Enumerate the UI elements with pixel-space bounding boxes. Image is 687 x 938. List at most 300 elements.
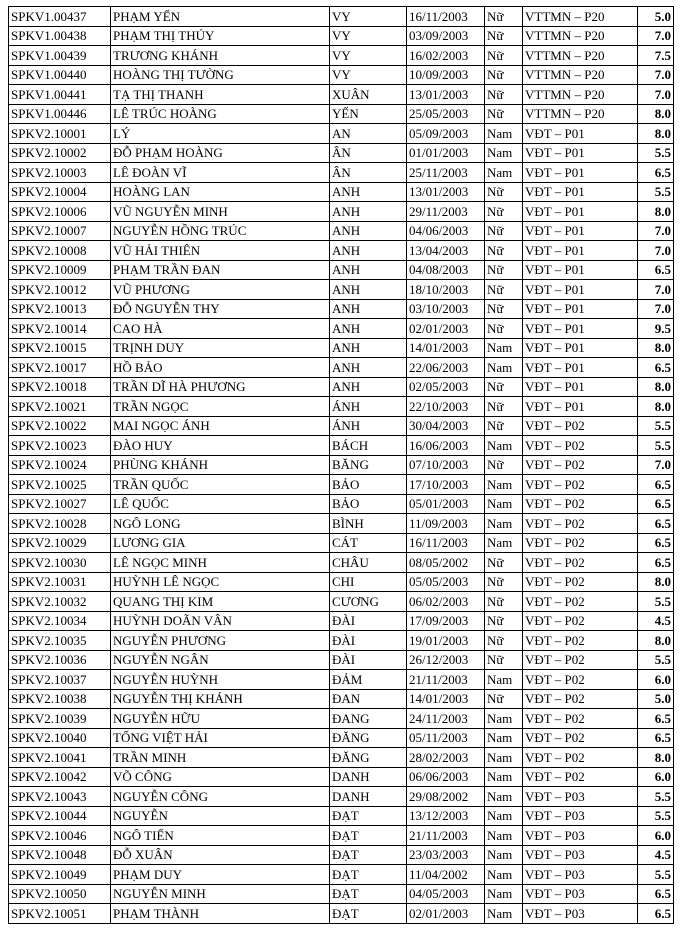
student-id-cell: SPKV2.10027 xyxy=(9,494,111,514)
table-row xyxy=(9,338,674,358)
table-row xyxy=(9,650,674,670)
gender-cell: Nam xyxy=(485,748,523,768)
given-name-cell: ANH xyxy=(330,221,407,241)
given-name-cell: ĐẠT xyxy=(330,845,407,865)
given-name-cell: ĐẢM xyxy=(330,670,407,690)
table-row xyxy=(9,572,674,592)
score-cell: 7.0 xyxy=(638,221,674,241)
gender-cell: Nam xyxy=(485,514,523,534)
given-name-cell: VY xyxy=(330,46,407,66)
score-cell: 6.5 xyxy=(638,260,674,280)
gender-cell: Nữ xyxy=(485,611,523,631)
family-name-cell: HUỲNH LÊ NGỌC xyxy=(111,572,330,592)
birth-date-cell: 01/01/2003 xyxy=(407,143,485,163)
student-id-cell: SPKV2.10015 xyxy=(9,338,111,358)
table-row xyxy=(9,182,674,202)
birth-date-cell: 16/02/2003 xyxy=(407,46,485,66)
birth-date-cell: 02/05/2003 xyxy=(407,377,485,397)
gender-cell: Nữ xyxy=(485,397,523,417)
room-cell: VĐT – P02 xyxy=(523,572,638,592)
birth-date-cell: 22/10/2003 xyxy=(407,397,485,417)
table-row xyxy=(9,884,674,904)
family-name-cell: ĐỖ NGUYỄN THY xyxy=(111,299,330,319)
family-name-cell: TẠ THỊ THANH xyxy=(111,85,330,105)
table-row xyxy=(9,494,674,514)
room-cell: VĐT – P02 xyxy=(523,611,638,631)
student-id-cell: SPKV2.10003 xyxy=(9,163,111,183)
score-cell: 7.0 xyxy=(638,26,674,46)
table-row xyxy=(9,806,674,826)
room-cell: VĐT – P01 xyxy=(523,260,638,280)
family-name-cell: LƯƠNG GIA xyxy=(111,533,330,553)
birth-date-cell: 28/02/2003 xyxy=(407,748,485,768)
birth-date-cell: 19/01/2003 xyxy=(407,631,485,651)
score-cell: 8.0 xyxy=(638,631,674,651)
family-name-cell: NGUYỄN HỒNG TRÚC xyxy=(111,221,330,241)
given-name-cell: CƯƠNG xyxy=(330,592,407,612)
birth-date-cell: 14/01/2003 xyxy=(407,338,485,358)
room-cell: VĐT – P01 xyxy=(523,241,638,261)
family-name-cell: NGUYỄN MINH xyxy=(111,884,330,904)
table-row xyxy=(9,767,674,787)
family-name-cell: TỐNG VIỆT HẢI xyxy=(111,728,330,748)
gender-cell: Nữ xyxy=(485,319,523,339)
score-cell: 5.5 xyxy=(638,143,674,163)
table-row xyxy=(9,436,674,456)
gender-cell: Nam xyxy=(485,904,523,924)
gender-cell: Nam xyxy=(485,494,523,514)
student-id-cell: SPKV2.10034 xyxy=(9,611,111,631)
given-name-cell: VY xyxy=(330,7,407,27)
score-cell: 7.0 xyxy=(638,85,674,105)
family-name-cell: TRƯƠNG KHÁNH xyxy=(111,46,330,66)
given-name-cell: ĐẠT xyxy=(330,826,407,846)
score-cell: 6.5 xyxy=(638,533,674,553)
birth-date-cell: 02/01/2003 xyxy=(407,319,485,339)
score-cell: 5.5 xyxy=(638,592,674,612)
family-name-cell: HỒ BẢO xyxy=(111,358,330,378)
student-id-cell: SPKV2.10002 xyxy=(9,143,111,163)
room-cell: VTTMN – P20 xyxy=(523,46,638,66)
score-cell: 9.5 xyxy=(638,319,674,339)
gender-cell: Nữ xyxy=(485,202,523,222)
table-row xyxy=(9,748,674,768)
family-name-cell: CAO HÀ xyxy=(111,319,330,339)
given-name-cell: BẢO xyxy=(330,475,407,495)
score-cell: 6.0 xyxy=(638,670,674,690)
family-name-cell: NGÔ TIẾN xyxy=(111,826,330,846)
birth-date-cell: 26/12/2003 xyxy=(407,650,485,670)
given-name-cell: CHI xyxy=(330,572,407,592)
room-cell: VĐT – P03 xyxy=(523,904,638,924)
table-row xyxy=(9,904,674,924)
score-cell: 7.0 xyxy=(638,241,674,261)
student-id-cell: SPKV2.10044 xyxy=(9,806,111,826)
table-row xyxy=(9,826,674,846)
room-cell: VĐT – P03 xyxy=(523,787,638,807)
table-row xyxy=(9,241,674,261)
score-cell: 7.0 xyxy=(638,65,674,85)
gender-cell: Nam xyxy=(485,124,523,144)
room-cell: VĐT – P02 xyxy=(523,767,638,787)
student-id-cell: SPKV2.10025 xyxy=(9,475,111,495)
family-name-cell: TRẦN DĨ HÀ PHƯƠNG xyxy=(111,377,330,397)
family-name-cell: PHẠM TRẦN ĐAN xyxy=(111,260,330,280)
family-name-cell: LÝ xyxy=(111,124,330,144)
student-id-cell: SPKV1.00446 xyxy=(9,104,111,124)
family-name-cell: ĐỖ XUÂN xyxy=(111,845,330,865)
table-body xyxy=(9,7,674,924)
birth-date-cell: 04/06/2003 xyxy=(407,221,485,241)
table-row xyxy=(9,85,674,105)
room-cell: VĐT – P01 xyxy=(523,182,638,202)
score-cell: 8.0 xyxy=(638,338,674,358)
score-cell: 4.5 xyxy=(638,611,674,631)
score-cell: 6.5 xyxy=(638,728,674,748)
room-cell: VĐT – P02 xyxy=(523,533,638,553)
student-id-cell: SPKV2.10001 xyxy=(9,124,111,144)
birth-date-cell: 21/11/2003 xyxy=(407,826,485,846)
table-row xyxy=(9,709,674,729)
given-name-cell: ANH xyxy=(330,202,407,222)
given-name-cell: CHÂU xyxy=(330,553,407,573)
room-cell: VĐT – P01 xyxy=(523,358,638,378)
score-cell: 8.0 xyxy=(638,397,674,417)
room-cell: VĐT – P02 xyxy=(523,455,638,475)
score-cell: 8.0 xyxy=(638,104,674,124)
family-name-cell: LÊ TRÚC HOÀNG xyxy=(111,104,330,124)
table-row xyxy=(9,689,674,709)
given-name-cell: VY xyxy=(330,65,407,85)
room-cell: VĐT – P01 xyxy=(523,377,638,397)
family-name-cell: PHẠM THỊ THÚY xyxy=(111,26,330,46)
given-name-cell: XUÂN xyxy=(330,85,407,105)
student-score-table xyxy=(8,6,674,924)
table-row xyxy=(9,533,674,553)
table-row xyxy=(9,319,674,339)
room-cell: VĐT – P02 xyxy=(523,728,638,748)
family-name-cell: PHÙNG KHÁNH xyxy=(111,455,330,475)
table-row xyxy=(9,202,674,222)
gender-cell: Nam xyxy=(485,338,523,358)
given-name-cell: ĐANG xyxy=(330,709,407,729)
birth-date-cell: 13/01/2003 xyxy=(407,85,485,105)
given-name-cell: ANH xyxy=(330,241,407,261)
family-name-cell: NGUYỄN NGÂN xyxy=(111,650,330,670)
student-id-cell: SPKV2.10021 xyxy=(9,397,111,417)
table-row xyxy=(9,611,674,631)
gender-cell: Nam xyxy=(485,163,523,183)
student-id-cell: SPKV2.10006 xyxy=(9,202,111,222)
table-row xyxy=(9,104,674,124)
score-cell: 6.5 xyxy=(638,553,674,573)
gender-cell: Nữ xyxy=(485,46,523,66)
room-cell: VĐT – P01 xyxy=(523,338,638,358)
student-id-cell: SPKV2.10018 xyxy=(9,377,111,397)
gender-cell: Nam xyxy=(485,865,523,885)
family-name-cell: VÕ CÔNG xyxy=(111,767,330,787)
given-name-cell: BÁCH xyxy=(330,436,407,456)
room-cell: VĐT – P02 xyxy=(523,709,638,729)
given-name-cell: CÁT xyxy=(330,533,407,553)
given-name-cell: ĐÀI xyxy=(330,611,407,631)
birth-date-cell: 29/08/2002 xyxy=(407,787,485,807)
given-name-cell: ANH xyxy=(330,280,407,300)
gender-cell: Nữ xyxy=(485,689,523,709)
given-name-cell: ĐẠT xyxy=(330,884,407,904)
table-row xyxy=(9,260,674,280)
given-name-cell: ÁNH xyxy=(330,416,407,436)
gender-cell: Nữ xyxy=(485,260,523,280)
student-id-cell: SPKV2.10008 xyxy=(9,241,111,261)
score-cell: 5.5 xyxy=(638,416,674,436)
birth-date-cell: 06/06/2003 xyxy=(407,767,485,787)
table-row xyxy=(9,631,674,651)
gender-cell: Nữ xyxy=(485,631,523,651)
family-name-cell: LÊ ĐOÀN VĨ xyxy=(111,163,330,183)
table-row xyxy=(9,787,674,807)
gender-cell: Nữ xyxy=(485,572,523,592)
table-row xyxy=(9,124,674,144)
gender-cell: Nam xyxy=(485,826,523,846)
given-name-cell: ANH xyxy=(330,182,407,202)
birth-date-cell: 16/06/2003 xyxy=(407,436,485,456)
table-row xyxy=(9,865,674,885)
family-name-cell: HOÀNG LAN xyxy=(111,182,330,202)
score-cell: 8.0 xyxy=(638,748,674,768)
birth-date-cell: 04/05/2003 xyxy=(407,884,485,904)
student-id-cell: SPKV2.10042 xyxy=(9,767,111,787)
room-cell: VTTMN – P20 xyxy=(523,65,638,85)
table-row xyxy=(9,377,674,397)
family-name-cell: VŨ PHƯƠNG xyxy=(111,280,330,300)
score-cell: 6.5 xyxy=(638,709,674,729)
gender-cell: Nữ xyxy=(485,65,523,85)
given-name-cell: ÂN xyxy=(330,143,407,163)
room-cell: VĐT – P01 xyxy=(523,124,638,144)
family-name-cell: LÊ QUỐC xyxy=(111,494,330,514)
score-cell: 6.5 xyxy=(638,475,674,495)
gender-cell: Nam xyxy=(485,709,523,729)
birth-date-cell: 08/05/2002 xyxy=(407,553,485,573)
gender-cell: Nữ xyxy=(485,104,523,124)
table-row xyxy=(9,845,674,865)
gender-cell: Nam xyxy=(485,358,523,378)
score-cell: 8.0 xyxy=(638,202,674,222)
birth-date-cell: 17/09/2003 xyxy=(407,611,485,631)
table-row xyxy=(9,670,674,690)
gender-cell: Nam xyxy=(485,436,523,456)
birth-date-cell: 10/09/2003 xyxy=(407,65,485,85)
family-name-cell: NGUYỄN THỊ KHÁNH xyxy=(111,689,330,709)
gender-cell: Nam xyxy=(485,767,523,787)
student-id-cell: SPKV1.00438 xyxy=(9,26,111,46)
table-row xyxy=(9,416,674,436)
gender-cell: Nữ xyxy=(485,377,523,397)
student-id-cell: SPKV2.10043 xyxy=(9,787,111,807)
gender-cell: Nữ xyxy=(485,299,523,319)
student-id-cell: SPKV2.10039 xyxy=(9,709,111,729)
given-name-cell: BẢO xyxy=(330,494,407,514)
family-name-cell: PHẠM THÀNH xyxy=(111,904,330,924)
room-cell: VĐT – P02 xyxy=(523,650,638,670)
family-name-cell: LÊ NGỌC MINH xyxy=(111,553,330,573)
score-cell: 5.5 xyxy=(638,787,674,807)
given-name-cell: BÌNH xyxy=(330,514,407,534)
given-name-cell: ANH xyxy=(330,338,407,358)
student-id-cell: SPKV2.10049 xyxy=(9,865,111,885)
given-name-cell: YẾN xyxy=(330,104,407,124)
table-row xyxy=(9,7,674,27)
birth-date-cell: 22/06/2003 xyxy=(407,358,485,378)
room-cell: VĐT – P02 xyxy=(523,670,638,690)
gender-cell: Nam xyxy=(485,143,523,163)
student-id-cell: SPKV2.10037 xyxy=(9,670,111,690)
room-cell: VĐT – P02 xyxy=(523,748,638,768)
student-id-cell: SPKV1.00441 xyxy=(9,85,111,105)
given-name-cell: ANH xyxy=(330,260,407,280)
birth-date-cell: 25/05/2003 xyxy=(407,104,485,124)
birth-date-cell: 23/03/2003 xyxy=(407,845,485,865)
student-id-cell: SPKV2.10007 xyxy=(9,221,111,241)
given-name-cell: ĐÀI xyxy=(330,631,407,651)
gender-cell: Nữ xyxy=(485,221,523,241)
student-id-cell: SPKV2.10032 xyxy=(9,592,111,612)
table-row xyxy=(9,514,674,534)
gender-cell: Nam xyxy=(485,787,523,807)
gender-cell: Nam xyxy=(485,845,523,865)
student-id-cell: SPKV2.10035 xyxy=(9,631,111,651)
family-name-cell: TRẦN MINH xyxy=(111,748,330,768)
student-id-cell: SPKV2.10038 xyxy=(9,689,111,709)
student-id-cell: SPKV2.10048 xyxy=(9,845,111,865)
student-id-cell: SPKV2.10014 xyxy=(9,319,111,339)
table-row xyxy=(9,221,674,241)
family-name-cell: ĐÀO HUY xyxy=(111,436,330,456)
family-name-cell: TRỊNH DUY xyxy=(111,338,330,358)
birth-date-cell: 03/09/2003 xyxy=(407,26,485,46)
room-cell: VTTMN – P20 xyxy=(523,26,638,46)
gender-cell: Nữ xyxy=(485,416,523,436)
room-cell: VĐT – P02 xyxy=(523,631,638,651)
score-cell: 5.5 xyxy=(638,650,674,670)
room-cell: VĐT – P01 xyxy=(523,221,638,241)
room-cell: VTTMN – P20 xyxy=(523,85,638,105)
table-row xyxy=(9,397,674,417)
student-id-cell: SPKV2.10031 xyxy=(9,572,111,592)
family-name-cell: NGUYỄN HUỲNH xyxy=(111,670,330,690)
birth-date-cell: 17/10/2003 xyxy=(407,475,485,495)
room-cell: VĐT – P03 xyxy=(523,826,638,846)
score-cell: 6.5 xyxy=(638,163,674,183)
table-row xyxy=(9,592,674,612)
score-cell: 5.0 xyxy=(638,689,674,709)
score-cell: 6.0 xyxy=(638,767,674,787)
table-row xyxy=(9,26,674,46)
room-cell: VĐT – P03 xyxy=(523,865,638,885)
family-name-cell: ĐỖ PHẠM HOÀNG xyxy=(111,143,330,163)
room-cell: VĐT – P02 xyxy=(523,553,638,573)
gender-cell: Nữ xyxy=(485,26,523,46)
given-name-cell: ĐAN xyxy=(330,689,407,709)
family-name-cell: NGUYỄN PHƯƠNG xyxy=(111,631,330,651)
family-name-cell: VŨ NGUYỄN MINH xyxy=(111,202,330,222)
table-row xyxy=(9,553,674,573)
given-name-cell: ANH xyxy=(330,299,407,319)
student-id-cell: SPKV2.10012 xyxy=(9,280,111,300)
student-id-cell: SPKV2.10022 xyxy=(9,416,111,436)
score-cell: 5.5 xyxy=(638,182,674,202)
score-cell: 8.0 xyxy=(638,377,674,397)
room-cell: VTTMN – P20 xyxy=(523,7,638,27)
score-cell: 8.0 xyxy=(638,572,674,592)
family-name-cell: QUANG THỊ KIM xyxy=(111,592,330,612)
score-cell: 6.5 xyxy=(638,884,674,904)
birth-date-cell: 13/12/2003 xyxy=(407,806,485,826)
birth-date-cell: 11/09/2003 xyxy=(407,514,485,534)
score-cell: 7.0 xyxy=(638,280,674,300)
given-name-cell: ÂN xyxy=(330,163,407,183)
given-name-cell: ĐẠT xyxy=(330,806,407,826)
gender-cell: Nam xyxy=(485,728,523,748)
gender-cell: Nam xyxy=(485,670,523,690)
given-name-cell: ĐẠT xyxy=(330,865,407,885)
birth-date-cell: 04/08/2003 xyxy=(407,260,485,280)
student-id-cell: SPKV2.10009 xyxy=(9,260,111,280)
birth-date-cell: 21/11/2003 xyxy=(407,670,485,690)
birth-date-cell: 05/01/2003 xyxy=(407,494,485,514)
student-id-cell: SPKV1.00440 xyxy=(9,65,111,85)
student-id-cell: SPKV2.10040 xyxy=(9,728,111,748)
given-name-cell: ĐẠT xyxy=(330,904,407,924)
table-row xyxy=(9,143,674,163)
given-name-cell: ANH xyxy=(330,319,407,339)
score-cell: 6.5 xyxy=(638,514,674,534)
birth-date-cell: 30/04/2003 xyxy=(407,416,485,436)
birth-date-cell: 05/11/2003 xyxy=(407,728,485,748)
birth-date-cell: 05/09/2003 xyxy=(407,124,485,144)
table-row xyxy=(9,728,674,748)
gender-cell: Nữ xyxy=(485,455,523,475)
room-cell: VĐT – P01 xyxy=(523,163,638,183)
table-row xyxy=(9,299,674,319)
given-name-cell: ANH xyxy=(330,377,407,397)
table-row xyxy=(9,163,674,183)
table-row xyxy=(9,475,674,495)
student-id-cell: SPKV2.10036 xyxy=(9,650,111,670)
gender-cell: Nam xyxy=(485,884,523,904)
score-cell: 6.0 xyxy=(638,826,674,846)
given-name-cell: ĐÀI xyxy=(330,650,407,670)
family-name-cell: VŨ HẢI THIÊN xyxy=(111,241,330,261)
room-cell: VĐT – P02 xyxy=(523,514,638,534)
gender-cell: Nữ xyxy=(485,280,523,300)
score-cell: 7.5 xyxy=(638,46,674,66)
gender-cell: Nam xyxy=(485,475,523,495)
birth-date-cell: 18/10/2003 xyxy=(407,280,485,300)
score-cell: 5.5 xyxy=(638,865,674,885)
gender-cell: Nam xyxy=(485,806,523,826)
gender-cell: Nữ xyxy=(485,650,523,670)
score-cell: 7.0 xyxy=(638,299,674,319)
gender-cell: Nữ xyxy=(485,7,523,27)
table-row xyxy=(9,455,674,475)
birth-date-cell: 02/01/2003 xyxy=(407,904,485,924)
student-id-cell: SPKV2.10030 xyxy=(9,553,111,573)
birth-date-cell: 16/11/2003 xyxy=(407,7,485,27)
family-name-cell: NGUYỄN CÔNG xyxy=(111,787,330,807)
room-cell: VĐT – P01 xyxy=(523,280,638,300)
